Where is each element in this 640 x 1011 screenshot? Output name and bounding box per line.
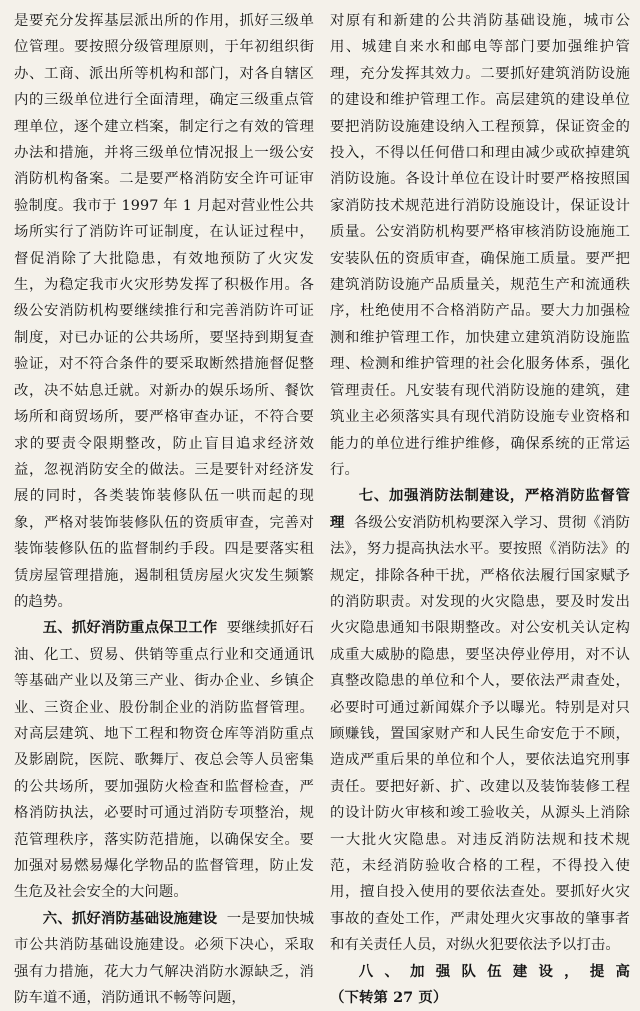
section-5-body: 要继续抓好石油、化工、贸易、供销等重点行业和交通通讯等基础产业以及第三产业、街办企业、乡镇企业、三资企业、股份制企业的消防监督管理。对高层建筑、地下工程和物资仓库等消防重点及影剧院，医院、歌舞厅、夜总会等人员密集的公共场所，要加强防火检查和监督检查，严格消防执法，必要时可通过消防专项整治，规范管理秩序，落实防范措施，以确保安全。要加强对易燃易爆化学物品的监督管理，防止发生危及社会安全的大问题。 <box>14 620 315 901</box>
section-5-heading: 五、抓好消防重点保卫工作 <box>42 619 218 637</box>
section-7-body: 各级公安消防机构要深入学习、贯彻《消防法》，努力提高执法水平。要按照《消防法》的规定，排除各种干扰，严格依法履行国家赋予的消防职责。对发现的火灾隐患，要及时发出火灾隐患通知书限期整改。对公安机关认定构成重大威胁的隐患，要坚决停业停用，对不认真整改隐患的单位和个人，要依法严肃查处，必要时可通过新闻媒介予以曝光。特别是对只顾赚钱，置国家财产和人民生命安危于不顾，造成严重后果的单位和个人，要依法追究刑事责任。要把好新、扩、改建以及装饰装修工程的设计防火审核和竣工验收关，从源头上消除一大批火灾隐患。对违反消防法规和技术规范，未经消防验收合格的工程，不得投入使用，擅自投入使用的要依法查处。要抓好火灾事故的查处工作，严肃处理火灾事故的肇事者和有关责任人员，对纵火犯要依法予以打击。 <box>330 514 630 954</box>
section-7-heading: 七、加强消防法制建设，严格消防监督管理 <box>330 487 630 531</box>
right-paragraph-continued: 对原有和新建的公共消防基础设施，城市公用、城建自来水和邮电等部门要加强维护管理，充分发挥其效力。二要抓好建筑消防设施的建设和维护管理工作。高层建筑的建设单位要把消防设施建设纳入工程预算，保证资金的投入，不得以任何借口和理由减少或砍掉建筑消防设施。各设计单位在设计时要严格按照国家消防技术规范进行消防设施设计，保证设计质量。公安消防机构要严格审核消防设施施工安装队伍的资质审查，确保施工质量。要严把建筑消防设施产品质量关，规范生产和流通秩序，杜绝使用不合格消防产品。要大力加强检测和维护管理工作，加快建立建筑消防设施监理、检测和维护管理的社会化服务体系，强化管理责任。凡安装有现代消防设施的建筑，建筑业主必须落实具有现代消防设施专业资格和能力的单位进行维护维修，确保系统的正常运行。 <box>330 13 630 478</box>
right-column <box>330 8 630 1007</box>
section-5-paragraph <box>14 615 314 905</box>
section-6-paragraph <box>14 906 314 1011</box>
section-8-paragraph <box>330 959 630 1011</box>
section-6-heading: 六、抓好消防基础设施建设 <box>42 909 218 927</box>
left-column <box>14 8 315 1007</box>
continued-on-page-note: （下转第 27 页） <box>330 989 448 1007</box>
left-paragraph-continued: 是要充分发挥基层派出所的作用，抓好三级单位管理。要按照分级管理原则，于年初组织街办、工商、派出所等机构和部门，对各自辖区内的三级单位进行全面清理，确定三级重点管理单位，逐个建立档案，制定行之有效的管理办法和措施，并将三级单位情况报上一级公安消防机构备案。二是要严格消防安全许可证审验制度。我市于 1997 年 1 月起对营业性公共场所实行了消防许可证制度，在认证过程中，督促消除了大批隐患，有效地预防了火灾发生，为稳定我市火灾形势发挥了积极作用。各级公安消防机构要继续推行和完善消防许可证制度，对已办证的公共场所，要坚持到期复查验证，对不符合条件的要采取断然措施督促整改，决不姑息迁就。对新办的娱乐场所、餐饮场所和商贸场所，要严格审查办证，不符合要求的要责令限期整改，防止盲目追求经济效益，忽视消防安全的做法。三是要针对经济发展的同时，各类装饰装修队伍一哄而起的现象，严格对装饰装修队伍的资质审查，完善对装饰装修队伍的监督制约手段。四是要落实租赁房屋管理措施，遏制租赁房屋火灾发生频繁的趋势。 <box>14 13 314 610</box>
section-6-body: 一是要加快城市公共消防基础设施建设。必须下决心，采取强有力措施，花大力气解决消防水源缺乏，消防车道不通，消防通讯不畅等问题， <box>14 910 315 1007</box>
section-8-heading: 八、加强队伍建设，提高 <box>358 962 630 980</box>
section-7-paragraph <box>330 483 630 958</box>
